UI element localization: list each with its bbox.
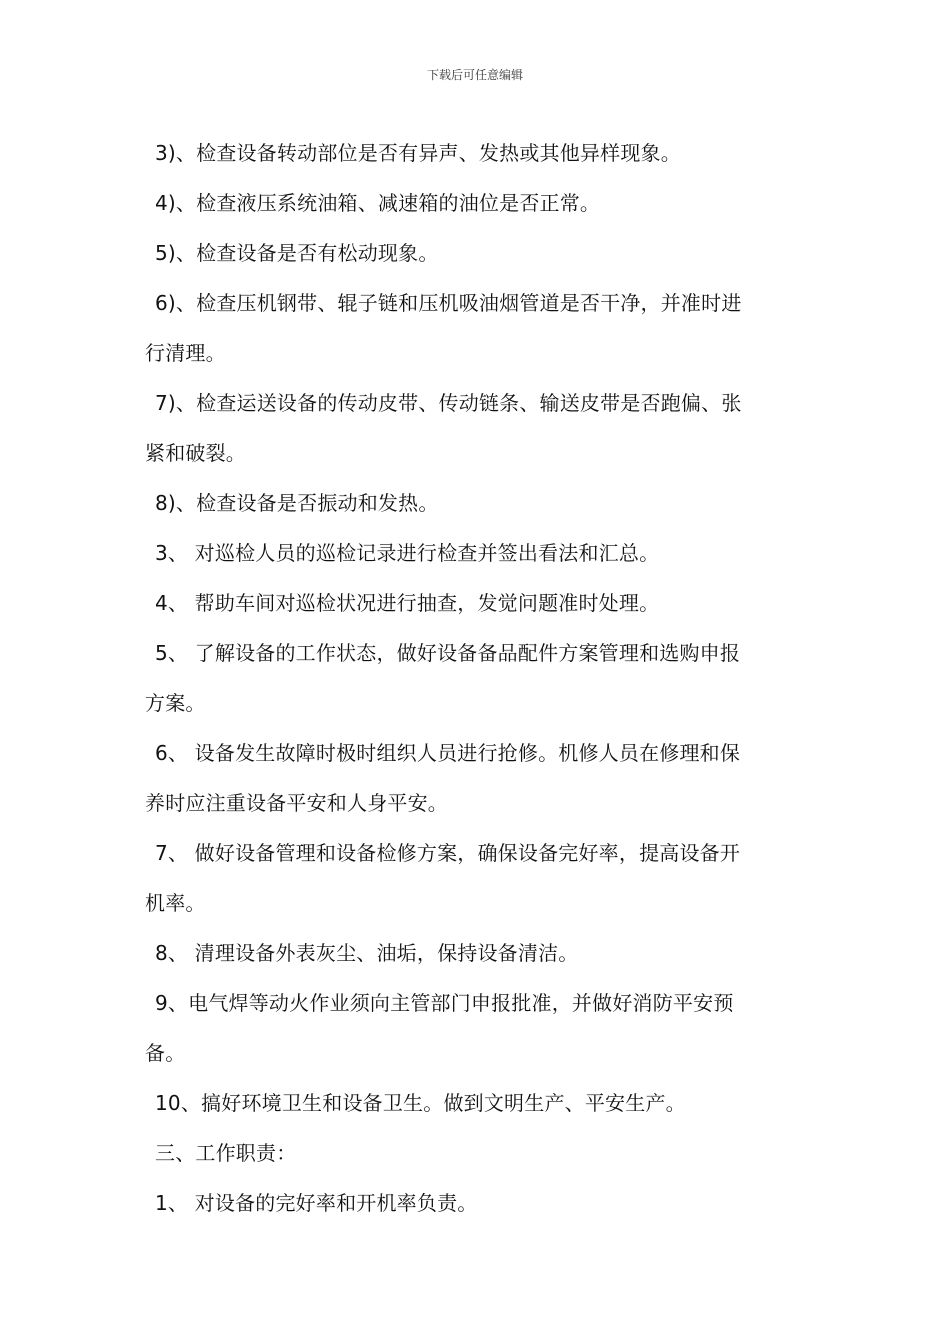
paragraph-line: 7)、检查运送设备的传动皮带、传动链条、输送皮带是否跑偏、张 [155,391,742,415]
section-heading: 三、工作职责： [155,1141,297,1165]
document-body [145,128,810,1228]
paragraph-line: 9、电气焊等动火作业须向主管部门申报批准，并做好消防平安预 [155,991,734,1015]
paragraph-line: 5)、检查设备是否有松动现象。 [155,241,439,265]
paragraph-line: 4、 帮助车间对巡检状况进行抽查，发觉问题准时处理。 [155,591,660,615]
paragraph-line: 8)、检查设备是否振动和发热。 [155,491,439,515]
paragraph-line: 1、 对设备的完好率和开机率负责。 [155,1191,478,1215]
paragraph-line: 4)、检查液压系统油箱、减速箱的油位是否正常。 [155,191,601,215]
paragraph-line-continuation: 紧和破裂。 [145,441,246,465]
paragraph-line-continuation: 机率。 [145,891,206,915]
paragraph-line: 8、 清理设备外表灰尘、油垢，保持设备清洁。 [155,941,579,965]
paragraph-line: 7、 做好设备管理和设备检修方案，确保设备完好率，提高设备开 [155,841,741,865]
paragraph-line: 3)、检查设备转动部位是否有异声、发热或其他异样现象。 [155,141,681,165]
paragraph-line-continuation: 备。 [145,1041,186,1065]
paragraph-line-continuation: 养时应注重设备平安和人身平安。 [145,791,448,815]
paragraph-line: 6)、检查压机钢带、辊子链和压机吸油烟管道是否干净，并准时进 [155,291,742,315]
paragraph-line-continuation: 方案。 [145,691,206,715]
paragraph-line-continuation: 行清理。 [145,341,226,365]
paragraph-line: 6、 设备发生故障时极时组织人员进行抢修。机修人员在修理和保 [155,741,741,765]
paragraph-line: 3、 对巡检人员的巡检记录进行检查并签出看法和汇总。 [155,541,660,565]
page-header: 下载后可任意编辑 [426,68,523,82]
paragraph-line: 5、 了解设备的工作状态，做好设备备品配件方案管理和选购申报 [155,641,741,665]
paragraph-line: 10、搞好环境卫生和设备卫生。做到文明生产、平安生产。 [155,1091,686,1115]
